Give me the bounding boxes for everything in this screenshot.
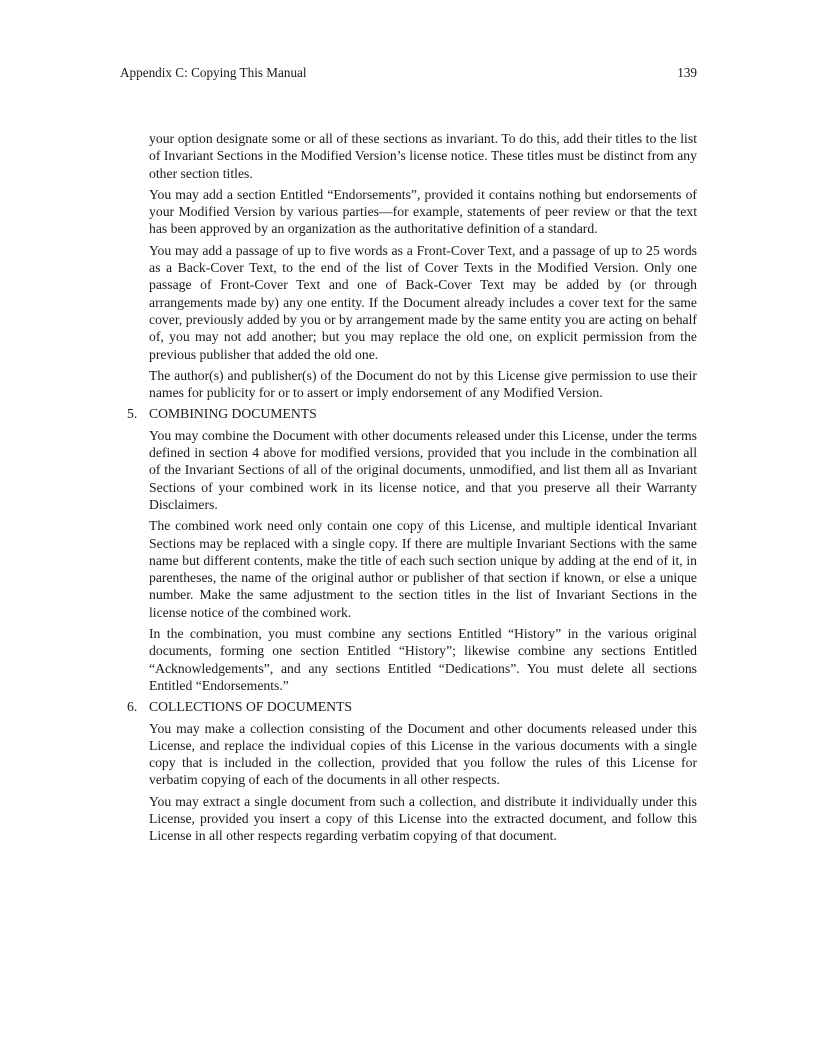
section-title: COMBINING DOCUMENTS <box>149 406 317 422</box>
running-title: Appendix C: Copying This Manual <box>120 65 307 80</box>
section-title: COLLECTIONS OF DOCUMENTS <box>149 699 353 715</box>
section-heading-combining-documents <box>127 405 697 422</box>
paragraph: The author(s) and publisher(s) of the Document do not by this License give permission to use their names for publicity for or to assert or imply endorsement of any Modified Version. <box>149 367 697 401</box>
page-body <box>120 130 697 849</box>
paragraph: You may combine the Document with other documents released under this License, under the terms defined in section 4 above for modified versions, provided that you include in the combination all of the Invariant Sections of all of the original documents, unmodified, and list them all as Invariant Sections of your combined work in its license notice, and that you preserve all their Warranty Disclaimers. <box>149 427 697 512</box>
paragraph: You may make a collection consisting of the Document and other documents released under this License, and replace the individual copies of this License in the various documents with a single copy that is included in the collection, provided that you follow the rules of this License for verbatim copying of each of the documents in all other respects. <box>149 720 697 788</box>
section-heading-collections-of-documents <box>127 698 697 715</box>
paragraph: You may extract a single document from such a collection, and distribute it individually under this License, provided you insert a copy of this License into the extracted document, and follow this License in all other respects regarding verbatim copying of that document. <box>149 793 697 844</box>
paragraph: your option designate some or all of these sections as invariant. To do this, add their titles to the list of Invariant Sections in the Modified Version’s license notice. These titles must be distinct from any other section titles. <box>149 131 697 181</box>
page-header <box>120 64 697 82</box>
paragraph: In the combination, you must combine any sections Entitled “History” in the various original documents, forming one section Entitled “History”; likewise combine any sections Entitled “Acknowledgements”, and any sections Entitled “Dedications”. You must delete all sections Entitled “Endorsements.” <box>149 626 697 693</box>
section-number: 5. <box>127 406 138 422</box>
paragraph: You may add a passage of up to five words as a Front-Cover Text, and a passage of up to 25 words as a Back-Cover Text, to the end of the list of Cover Texts in the Modified Version. Only one passage of Front-Cover Text and one of Back-Cover Text may be added by (or through arrangements made by) any one entity. If the Document already includes a cover text for the same cover, previously added by you or by arrangement made by the same entity you are acting on behalf of, you may not add another; but you may replace the old one, on explicit permission from the previous publisher that added the old one. <box>149 242 697 362</box>
paragraph: The combined work need only contain one copy of this License, and multiple identical Invariant Sections may be replaced with a single copy. If there are multiple Invariant Sections with the same name but different contents, make the title of each such section unique by adding at the end of it, in parentheses, the name of the original author or publisher of that section if known, or else a unique number. Make the same adjustment to the section titles in the list of Invariant Sections in the license notice of the combined work. <box>149 518 697 620</box>
section-number: 6. <box>127 699 138 715</box>
page-number: 139 <box>677 65 697 80</box>
paragraph: You may add a section Entitled “Endorsements”, provided it contains nothing but endorsements of your Modified Version by various parties—for example, statements of peer review or that the text has been approved by an organization as the authoritative definition of a standard. <box>149 186 697 237</box>
